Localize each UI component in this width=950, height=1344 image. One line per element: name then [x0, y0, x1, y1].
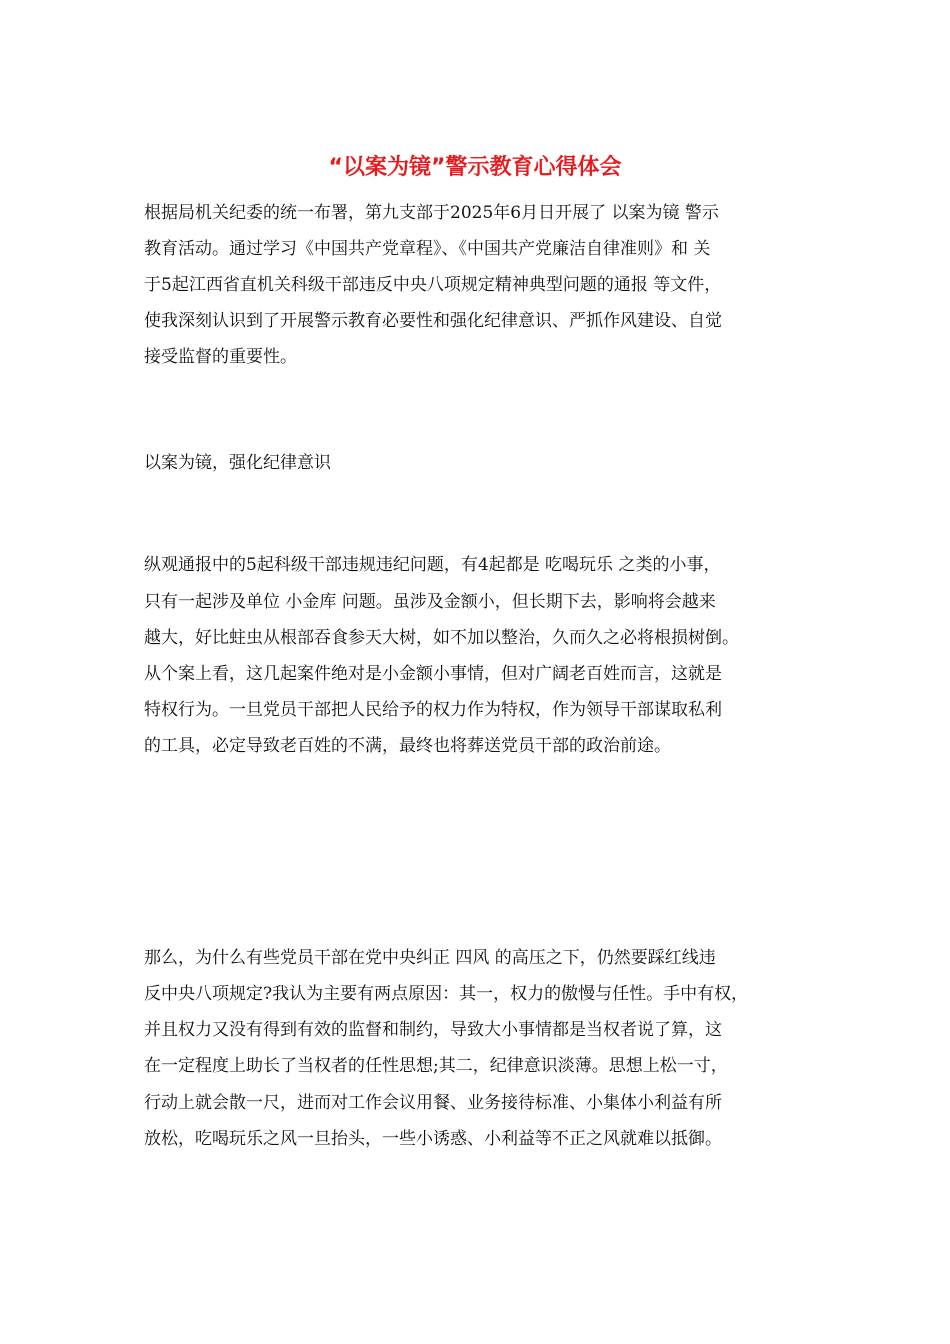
paragraph-line: 的工具，必定导致老百姓的不满，最终也将葬送党员干部的政治前途。 — [144, 736, 671, 756]
paragraph-line: 并且权力又没有得到有效的监督和制约，导致大小事情都是当权者说了算，这 — [144, 1020, 722, 1040]
intro-line: 于5起江西省直机关科级干部违反中央八项规定精神典型问题的通报 等文件， — [144, 275, 722, 295]
intro-line: 教育活动。通过学习《中国共产党章程》、《中国共产党廉洁自律准则》和 关 — [144, 239, 711, 259]
paragraph-line: 反中央八项规定?我认为主要有两点原因：其一，权力的傲慢与任性。手中有权， — [144, 984, 749, 1004]
paragraph-line: 只有一起涉及单位 小金库 问题。虽涉及金额小，但长期下去，影响将会越来 — [144, 592, 716, 612]
document-title: “以案为镜”警示教育心得体会 — [328, 155, 622, 180]
intro-line: 接受监督的重要性。 — [144, 347, 297, 367]
paragraph-line: 越大，好比蛀虫从根部吞食参天大树，如不加以整治，久而久之必将根损树倒。 — [144, 628, 739, 648]
paragraph-line: 特权行为。一旦党员干部把人民给予的权力作为特权，作为领导干部谋取私利 — [144, 700, 722, 720]
paragraph-line: 那么，为什么有些党员干部在党中央纠正 四风 的高压之下，仍然要踩红线违 — [144, 948, 716, 968]
paragraph-line: 在一定程度上助长了当权者的任性思想;其二，纪律意识淡薄。思想上松一寸， — [144, 1056, 728, 1076]
intro-line: 根据局机关纪委的统一布署，第九支部于2025年6月日开展了 以案为镜 警示 — [144, 203, 719, 223]
section-heading: 以案为镜，强化纪律意识 — [144, 453, 331, 473]
paragraph-line: 放松，吃喝玩乐之风一旦抬头，一些小诱惑、小利益等不正之风就难以抵御。 — [144, 1129, 722, 1149]
paragraph-line: 纵观通报中的5起科级干部违规违纪问题，有4起都是 吃喝玩乐 之类的小事， — [144, 555, 721, 575]
paragraph-line: 从个案上看，这几起案件绝对是小金额小事情，但对广阔老百姓而言，这就是 — [144, 664, 722, 684]
intro-line: 使我深刻认识到了开展警示教育必要性和强化纪律意识、严抓作风建设、自觉 — [144, 311, 722, 331]
paragraph-line: 行动上就会散一尺，进而对工作会议用餐、业务接待标准、小集体小利益有所 — [144, 1093, 722, 1113]
